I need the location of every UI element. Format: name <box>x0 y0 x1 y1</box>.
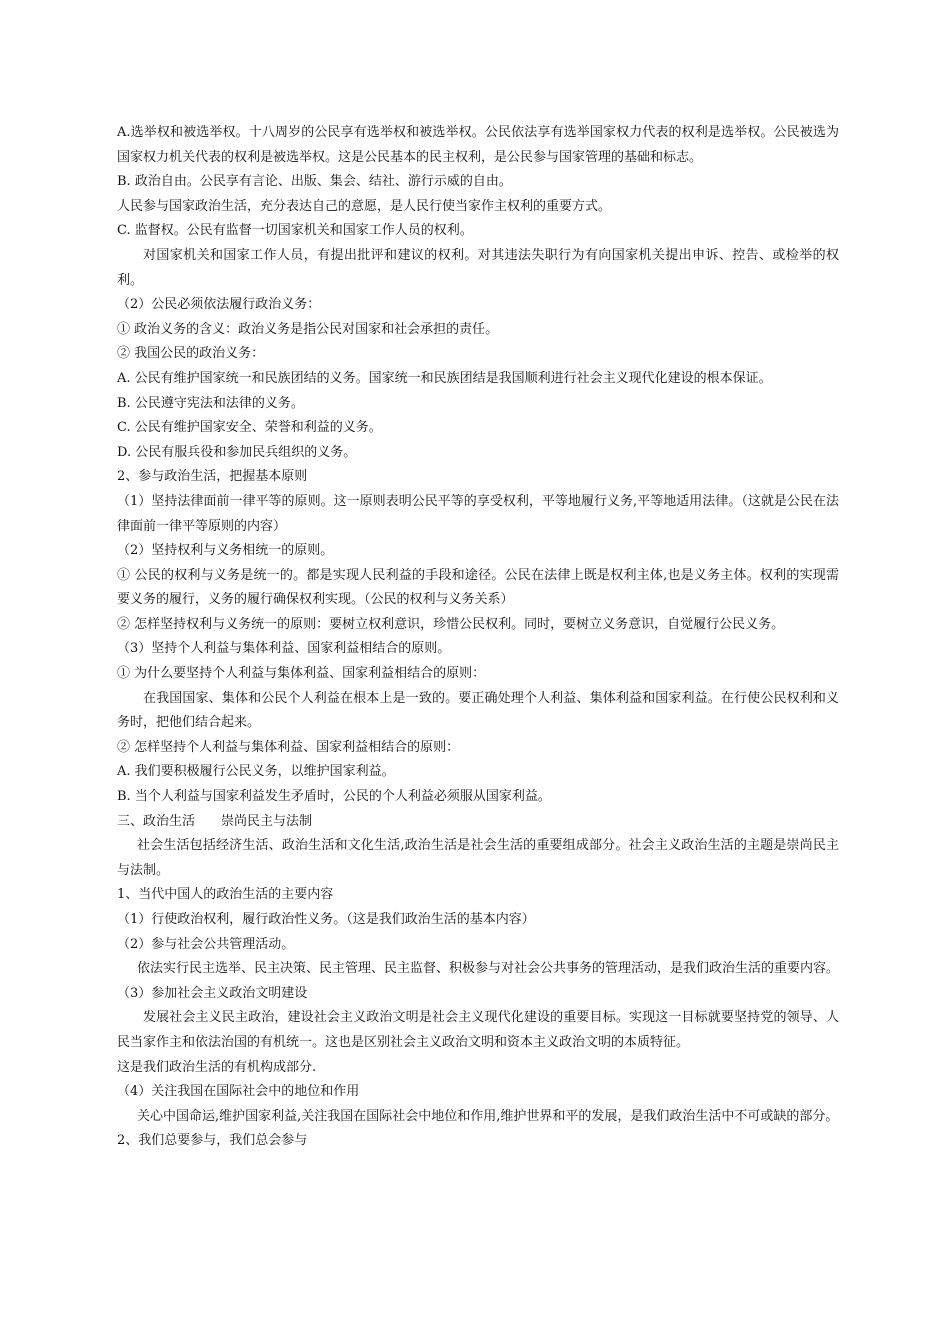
paragraph-interests-how: ② 怎样坚持个人利益与集体利益、国家利益相结合的原则： <box>117 739 460 755</box>
paragraph-rights-duties-unity: ① 公民的权利与义务是统一的。都是实现人民利益的手段和途径。公民在法律上既是权利主体,也是义务主体。权利的实现需要义务的履行，义务的履行确保权利实现。（公民的权利与义务关系） <box>117 567 839 608</box>
heading-citizen-duties: ② 我国公民的政治义务： <box>117 346 265 362</box>
paragraph-supervision-right: C. 监督权。公民有监督一切国家机关和国家工作人员的权利。 <box>117 223 473 239</box>
paragraph-duty-d: D. 公民有服兵役和参加民兵组织的义务。 <box>117 444 357 460</box>
paragraph-election-rights: A.选举权和被选举权。十八周岁的公民享有选举权和被选举权。公民依法享有选举国家权力代表的权利是选举权。公民被选为国家权力机关代表的权利是被选举权。这是公民基本的民主权利，是公民参与国家管理的基础和标志。 <box>117 125 839 165</box>
paragraph-public-management: 依法实行民主选举、民主决策、民主管理、民主监督、积极参与对社会公共事务的管理活动，是我们政治生活的重要内容。 <box>137 961 840 977</box>
heading-rights-duties-principle: （2）坚持权利与义务相统一的原则。 <box>117 543 334 559</box>
paragraph-criticism-right: 对国家机关和国家工作人员，有提出批评和建议的权利。对其违法失职行为有向国家机关提出申诉、控告、或检举的权利。 <box>117 247 839 288</box>
paragraph-content-1: （1）行使政治权利，履行政治性义务。（这是我们政治生活的基本内容） <box>117 912 535 927</box>
paragraph-interests-why: ① 为什么要坚持个人利益与集体利益、国家利益相结合的原则： <box>117 666 486 682</box>
paragraph-duty-c: C. 公民有维护国家安全、荣誉和利益的义务。 <box>117 420 382 436</box>
paragraph-interests-consistent: 在我国国家、集体和公民个人利益在根本上是一致的。要正确处理个人利益、集体利益和国家利益。在行使公民权利和义务时，把他们结合起来。 <box>117 690 839 731</box>
heading-basic-principles: 2、参与政治生活，把握基本原则 <box>117 469 308 485</box>
paragraph-equality-principle: （1）坚持法律面前一律平等的原则。这一原则表明公民平等的享受权利，平等地履行义务,平等地适用法律。（这就是公民在法律面前一律平等原则的内容） <box>117 493 839 534</box>
paragraph-international-role: 关心中国命运,维护国家利益,关注我国在国际社会中地位和作用,维护世界和平的发展，是我们政治生活中不可或缺的部分。 <box>137 1108 839 1124</box>
paragraph-content-3: （3）参加社会主义政治文明建设 <box>117 985 308 1001</box>
paragraph-content-2: （2）参与社会公共管理活动。 <box>117 936 295 952</box>
paragraph-political-civilization: 发展社会主义民主政治，建设社会主义政治文明是社会主义现代化建设的重要目标。实现这一目标就要坚持党的领导、人民当家作主和依法治国的有机统一。这也是区别社会主义政治文明和资本主义政治文明的本质特征。 <box>117 1010 839 1050</box>
paragraph-political-freedom: B. 政治自由。公民享有言论、出版、集会、结社、游行示威的自由。 <box>117 174 512 190</box>
paragraph-duty-a: A. 公民有维护国家统一和民族团结的义务。国家统一和民族团结是我国顺利进行社会主义现代化建设的根本保证。 <box>117 370 772 386</box>
heading-section-three: 三、政治生活 崇尚民主与法制 <box>117 813 313 829</box>
heading-interests-principle: （3）坚持个人利益与集体利益、国家利益相结合的原则。 <box>117 641 451 657</box>
paragraph-interests-a: A. 我们要积极履行公民义务，以维护国家利益。 <box>117 764 395 780</box>
paragraph-people-participation: 人民参与国家政治生活，充分表达自己的意愿，是人民行使当家作主权利的重要方式。 <box>117 198 612 214</box>
paragraph-content-4: （4）关注我国在国际社会中的地位和作用 <box>117 1084 360 1100</box>
paragraph-social-life: 社会生活包括经济生活、政治生活和文化生活,政治生活是社会生活的重要组成部分。社会主义政治生活的主题是崇尚民主与法制。 <box>117 838 839 878</box>
heading-participation: 2、我们总要参与，我们总会参与 <box>117 1133 308 1149</box>
paragraph-organic-part: 这是我们政治生活的有机构成部分. <box>117 1059 317 1075</box>
paragraph-interests-b: B. 当个人利益与国家利益发生矛盾时，公民的个人利益必须服从国家利益。 <box>117 789 551 805</box>
paragraph-rights-duties-how: ② 怎样坚持权利与义务统一的原则：要树立权利意识，珍惜公民权利。同时，要树立义务意识，自觉履行公民义务。 <box>117 616 785 632</box>
paragraph-duty-b: B. 公民遵守宪法和法律的义务。 <box>117 395 304 411</box>
paragraph-duty-definition: ① 政治义务的含义：政治义务是指公民对国家和社会承担的责任。 <box>117 321 499 337</box>
heading-main-content: 1、当代中国人的政治生活的主要内容 <box>117 887 334 903</box>
heading-political-duties: （2）公民必须依法履行政治义务： <box>117 297 321 313</box>
document-body <box>117 121 839 1154</box>
